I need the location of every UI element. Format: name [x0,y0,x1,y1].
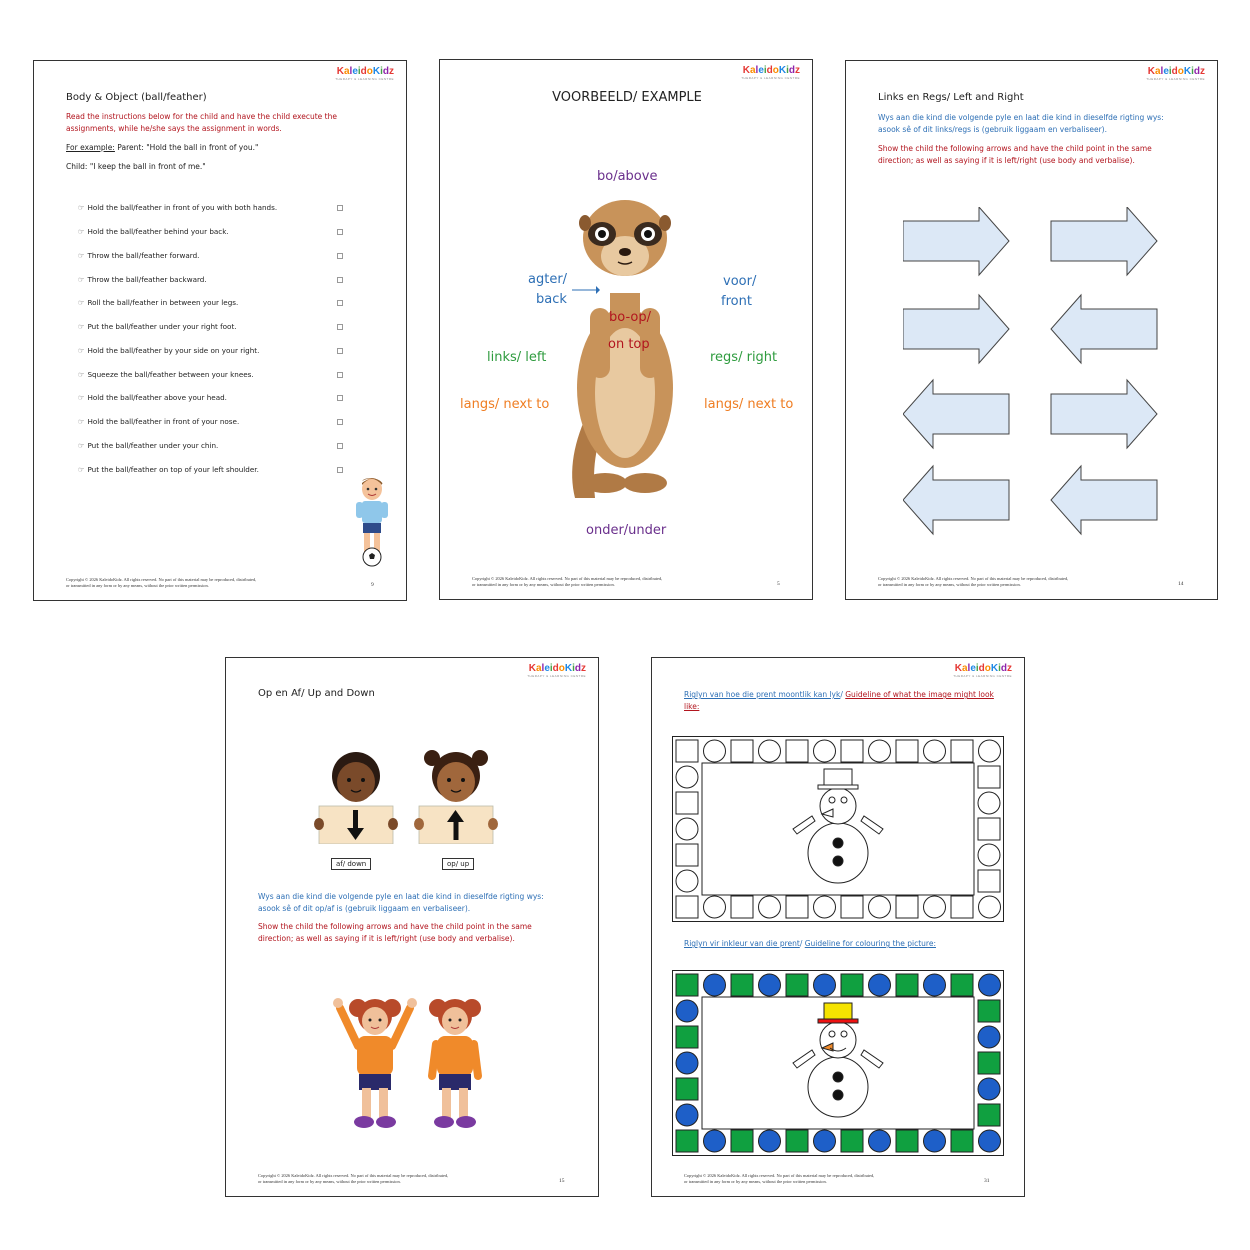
instructions-text: Read the instructions below for the child and have the child execute the assignments, while he/she says the assignment in words. [66,112,337,133]
guideline-heading-2: Riglyn vir inkleur van die prent/ Guideline for colouring the picture: [684,939,936,948]
square-tile [676,1078,698,1100]
circle-tile [704,974,726,996]
list-item: ☞ Put the ball/feather under your chin. [78,441,219,450]
label-left: links/ left [487,350,547,365]
circle-tile [924,974,946,996]
circle-tile [704,740,726,762]
circle-tile [759,1130,781,1152]
pointing-hand-icon: ☞ [78,465,85,474]
circle-tile [814,896,836,918]
copyright-footer: Copyright © 2026 KaleidoKidz. All rights reserved. No part of this material may be reproduced, distributed, or transmitted in any form or by any means, without the prior written permission. [66,576,257,589]
page-title: Op en Af/ Up and Down [258,688,375,699]
checkbox[interactable] [337,348,343,354]
square-tile [978,766,1000,788]
square-tile [676,844,698,866]
square-tile [841,896,863,918]
circle-tile [869,740,891,762]
square-tile [978,1000,1000,1022]
list-item: ☞ Hold the ball/feather behind your back. [78,227,229,236]
square-tile [731,896,753,918]
pointing-hand-icon: ☞ [78,322,85,331]
checkbox[interactable] [337,205,343,211]
worksheet-page-left-right [845,60,1218,600]
square-tile [896,1130,918,1152]
circle-tile [676,870,698,892]
pointing-hand-icon: ☞ [78,251,85,260]
right-arrow-icon [903,207,1009,275]
snowman-outline-frame [672,736,1004,922]
circle-tile [924,1130,946,1152]
checkbox[interactable] [337,443,343,449]
square-tile [731,1130,753,1152]
square-tile [951,896,973,918]
afrikaans-instructions: Wys aan die kind die volgende pyle en laat die kind in dieselfde rigting wys: asook sê of dit links/regs is (gebruik liggaam en verbaliseer). [878,113,1164,134]
label-back-line2: back [536,292,567,307]
copyright-footer: Copyright © 2026 KaleidoKidz. All rights reserved. No part of this material may be reproduced, distributed, or transmitted in any form or by any means, without the prior written permission. [878,575,1069,588]
square-tile [978,1104,1000,1126]
right-arrow-icon [903,295,1009,363]
list-item: ☞ Hold the ball/feather in front of your nose. [78,417,240,426]
worksheet-page-meerkat-example [439,59,813,600]
kaleidokidz-logo: KaleidoKidz THERAPY & LEARNING CENTRE [1146,66,1205,81]
circle-tile [979,740,1001,762]
list-item: ☞ Hold the ball/feather in front of you with both hands. [78,203,278,212]
pointing-hand-icon: ☞ [78,227,85,236]
square-tile [951,740,973,762]
square-tile [676,740,698,762]
square-tile [841,1130,863,1152]
square-tile [978,1052,1000,1074]
heading-2-afrikaans: Riglyn vir inkleur van die prent [684,939,800,948]
worksheet-page-up-down [225,657,599,1197]
label-above: bo/above [597,169,658,184]
circle-tile [978,1026,1000,1048]
square-tile [841,740,863,762]
label-on-top-line1: bo-op/ [609,310,651,325]
square-tile [676,792,698,814]
guideline-heading-1: Riglyn van hoe die prent moontlik kan lyk/ Guideline of what the image might look like: [684,690,994,711]
left-arrow-icon [903,380,1009,448]
square-tile [896,740,918,762]
boy-with-ball-illustration [350,475,394,567]
checkbox[interactable] [337,300,343,306]
worksheet-page-body-object [33,60,407,601]
square-tile [896,896,918,918]
square-tile [841,974,863,996]
circle-tile [704,1130,726,1152]
square-tile [731,974,753,996]
right-arrow-icon [1051,380,1157,448]
kaleidokidz-logo: KaleidoKidz THERAPY & LEARNING CENTRE [741,65,800,80]
page-number: 9 [371,582,374,588]
copyright-footer: Copyright © 2026 KaleidoKidz. All rights reserved. No part of this material may be reproduced, distributed, or transmitted in any form or by any means, without the prior written permission. [684,1172,875,1185]
list-item: ☞ Squeeze the ball/feather between your knees. [78,370,254,379]
caption-up: op/ up [442,858,474,870]
kaleidokidz-logo: KaleidoKidz THERAPY & LEARNING CENTRE [335,66,394,81]
list-item: ☞ Hold the ball/feather above your head. [78,393,227,402]
square-tile [676,896,698,918]
left-arrow-icon [1051,466,1157,534]
kaleidokidz-logo: KaleidoKidz THERAPY & LEARNING CENTRE [953,663,1012,678]
heading-1-english: Guideline of what the image might look like: [684,690,994,711]
square-tile [951,974,973,996]
girls-arms-up-down-illustration [328,988,503,1136]
circle-tile [979,896,1001,918]
checkbox[interactable] [337,277,343,283]
example-parent [66,142,366,154]
square-tile [676,1026,698,1048]
worksheet-page-colouring-guideline [651,657,1025,1197]
left-arrow-icon [1051,295,1157,363]
label-next-to-right: langs/ next to [704,397,794,412]
list-item: ☞ Hold the ball/feather by your side on your right. [78,346,260,355]
square-tile [896,974,918,996]
label-front-line1: voor/ [723,274,757,289]
square-tile [731,740,753,762]
label-front-line2: front [721,294,752,309]
label-back-line1: agter/ [528,272,568,287]
left-arrow-icon [903,466,1009,534]
heading-2-english: Guideline for colouring the picture: [804,939,936,948]
page-number: 15 [559,1178,565,1184]
english-instructions: Show the child the following arrows and have the child point in the same direction; as well as saying if it is left/right (use body and verbalise). [258,922,532,943]
checkbox[interactable] [337,419,343,425]
snowman-coloured-frame [672,970,1004,1156]
circle-tile [978,792,1000,814]
checkbox[interactable] [337,229,343,235]
pointing-hand-icon: ☞ [78,346,85,355]
circle-tile [759,740,781,762]
circle-tile [869,896,891,918]
caption-down: af/ down [331,858,371,870]
list-item: ☞ Throw the ball/feather backward. [78,275,207,284]
circle-tile [978,844,1000,866]
square-tile [676,974,698,996]
heading-1-afrikaans: Riglyn van hoe die prent moontlik kan lyk [684,690,841,699]
circle-tile [676,1104,698,1126]
circle-tile [759,896,781,918]
meerkat-illustration [550,198,700,508]
pointing-hand-icon: ☞ [78,417,85,426]
example-parent-text: Parent: "Hold the ball in front of you." [114,143,259,152]
circle-tile [869,1130,891,1152]
copyright-footer: Copyright © 2026 KaleidoKidz. All rights reserved. No part of this material may be reproduced, distributed, or transmitted in any form or by any means, without the prior written permission. [472,575,663,588]
copyright-footer: Copyright © 2026 KaleidoKidz. All rights reserved. No part of this material may be reproduced, distributed, or transmitted in any form or by any means, without the prior written permission. [258,1172,449,1185]
checkbox[interactable] [337,372,343,378]
list-item: ☞ Put the ball/feather on top of your left shoulder. [78,465,259,474]
square-tile [978,870,1000,892]
afrikaans-instructions: Wys aan die kind die volgende pyle en laat die kind in dieselfde rigting wys: asook sê of dit op/af is (gebruik liggaam en verbaliseer). [258,892,544,913]
list-item: ☞ Roll the ball/feather in between your legs. [78,298,239,307]
square-tile [676,1130,698,1152]
circle-tile [676,1052,698,1074]
circle-tile [869,974,891,996]
square-tile [786,740,808,762]
square-tile [978,818,1000,840]
kaleidokidz-logo: KaleidoKidz THERAPY & LEARNING CENTRE [527,663,586,678]
circle-tile [676,1000,698,1022]
square-tile [786,1130,808,1152]
pointing-hand-icon: ☞ [78,275,85,284]
circle-tile [676,766,698,788]
circle-tile [814,1130,836,1152]
page-title: VOORBEELD/ EXAMPLE [552,90,702,105]
children-holding-arrow-signs-illustration [314,744,504,844]
label-under: onder/under [586,523,667,538]
square-tile [786,974,808,996]
page-number: 14 [1178,581,1184,587]
english-instructions: Show the child the following arrows and have the child point in the same direction; as well as saying if it is left/right (use body and verbalise). [878,144,1152,165]
list-item: ☞ Throw the ball/feather forward. [78,251,200,260]
circle-tile [924,740,946,762]
page-number: 5 [777,581,780,587]
checkbox[interactable] [337,324,343,330]
logo-tagline: THERAPY & LEARNING CENTRE [335,77,394,81]
label-on-top-line2: on top [608,337,650,352]
circle-tile [978,1078,1000,1100]
pointing-hand-icon: ☞ [78,441,85,450]
pointing-hand-icon: ☞ [78,393,85,402]
circle-tile [924,896,946,918]
page-title: Body & Object (ball/feather) [66,92,207,103]
back-pointer-arrow-icon [570,284,600,296]
checkbox[interactable] [337,253,343,259]
circle-tile [979,974,1001,996]
square-tile [951,1130,973,1152]
checkbox[interactable] [337,467,343,473]
circle-tile [814,974,836,996]
arrow-grid [903,207,1161,537]
pointing-hand-icon: ☞ [78,203,85,212]
square-tile [786,896,808,918]
label-right: regs/ right [710,350,778,365]
page-title: Links en Regs/ Left and Right [878,92,1024,103]
circle-tile [759,974,781,996]
circle-tile [979,1130,1001,1152]
label-next-to-left: langs/ next to [460,397,550,412]
list-item: ☞ Put the ball/feather under your right foot. [78,322,237,331]
page-number: 31 [984,1178,990,1184]
circle-tile [814,740,836,762]
example-label: For example: [66,143,115,152]
pointing-hand-icon: ☞ [78,370,85,379]
pointing-hand-icon: ☞ [78,298,85,307]
right-arrow-icon [1051,207,1157,275]
circle-tile [676,818,698,840]
checkbox[interactable] [337,395,343,401]
example-child: Child: "I keep the ball in front of me." [66,162,206,171]
circle-tile [704,896,726,918]
